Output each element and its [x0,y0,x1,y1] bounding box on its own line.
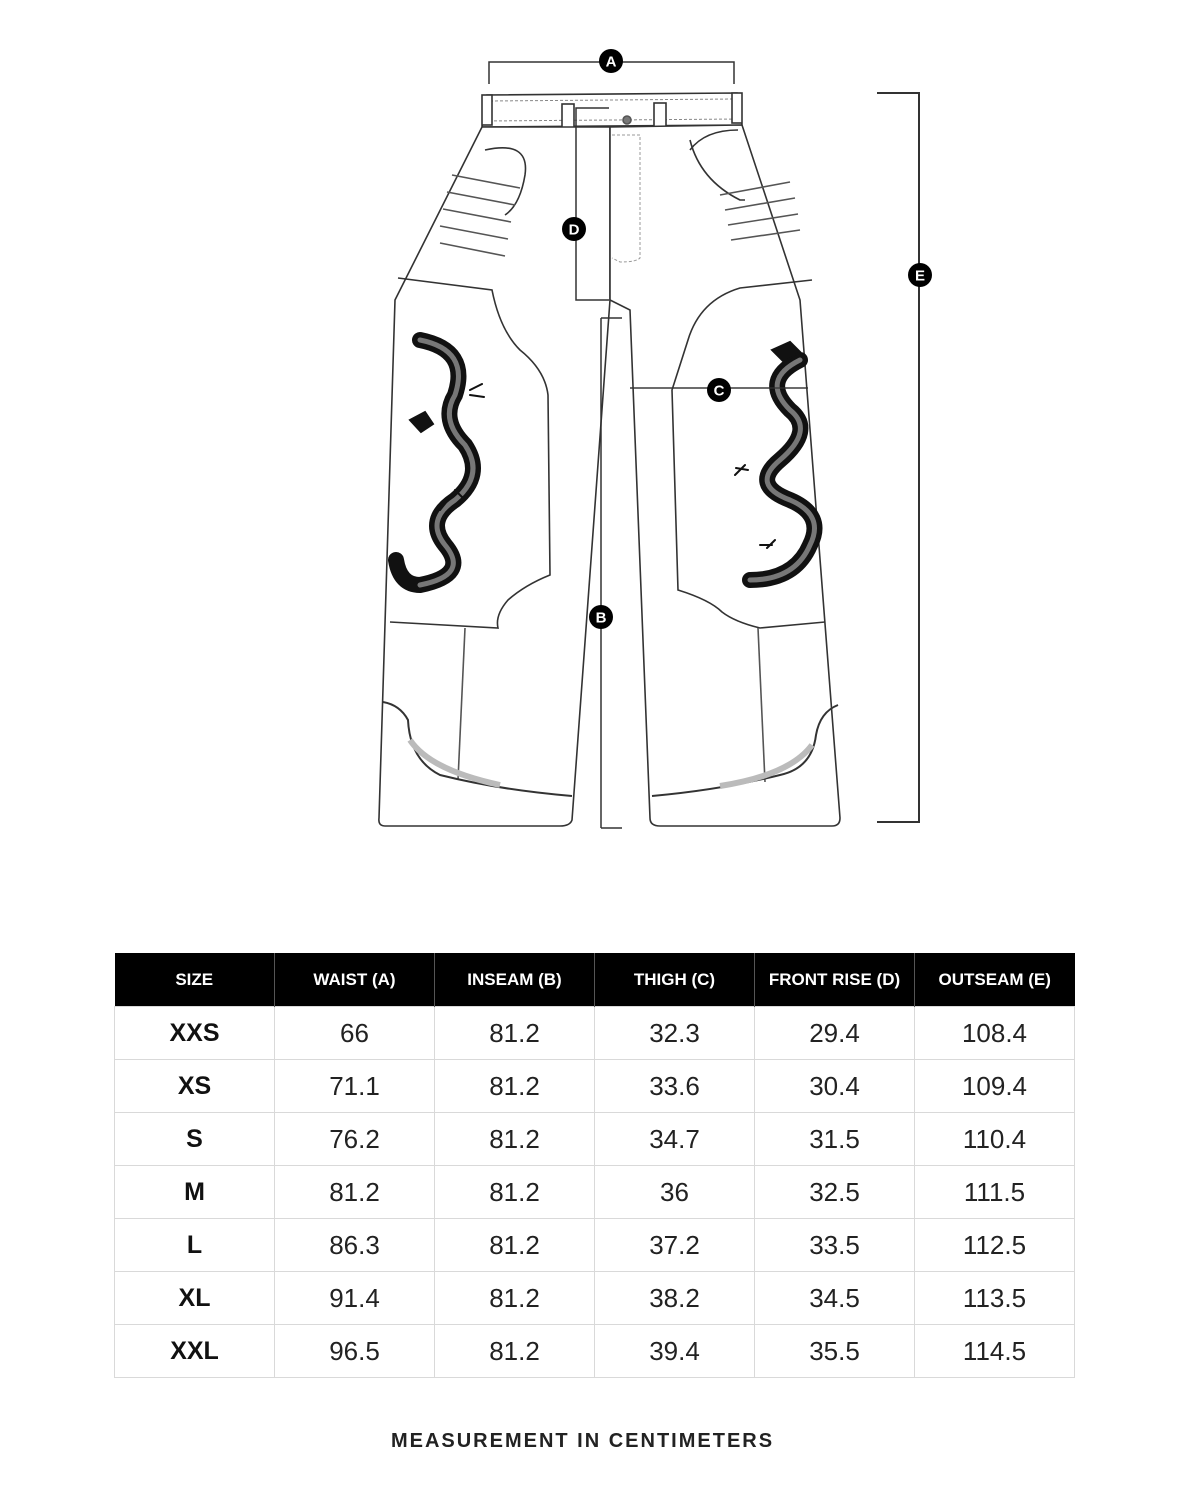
size-chart-table [114,953,1075,1378]
size-cell: XS [115,1060,275,1113]
table-row [115,1060,1075,1113]
marker-a [599,49,623,73]
measurement-cell: 33.6 [595,1060,755,1113]
measurement-cell: 109.4 [915,1060,1075,1113]
measurement-cell: 96.5 [275,1325,435,1378]
measurement-cell: 81.2 [275,1166,435,1219]
measurement-cell: 81.2 [435,1325,595,1378]
measurement-cell: 34.5 [755,1272,915,1325]
table-body [115,1007,1075,1378]
measurement-cell: 32.3 [595,1007,755,1060]
header-thigh: THIGH (C) [595,953,755,1007]
measurement-cell: 86.3 [275,1219,435,1272]
table-header-row [115,953,1075,1007]
marker-c [707,378,731,402]
measurement-cell: 81.2 [435,1060,595,1113]
table-row [115,1219,1075,1272]
measurement-cell: 71.1 [275,1060,435,1113]
marker-d [562,217,586,241]
marker-b [589,605,613,629]
size-cell: S [115,1113,275,1166]
measurement-cell: 111.5 [915,1166,1075,1219]
measurement-cell: 114.5 [915,1325,1075,1378]
marker-e [908,263,932,287]
table-row [115,1166,1075,1219]
measurement-cell: 76.2 [275,1113,435,1166]
marker-c-label: C [713,382,725,400]
size-cell: XL [115,1272,275,1325]
header-inseam: INSEAM (B) [435,953,595,1007]
table-row [115,1325,1075,1378]
measurement-cell: 34.7 [595,1113,755,1166]
marker-a-label: A [605,53,617,71]
measurement-cell: 32.5 [755,1166,915,1219]
measurement-cell: 37.2 [595,1219,755,1272]
measurement-cell: 91.4 [275,1272,435,1325]
header-outseam: OUTSEAM (E) [915,953,1075,1007]
measurement-cell: 108.4 [915,1007,1075,1060]
measurement-unit-note: MEASUREMENT IN CENTIMETERS [390,1430,775,1452]
measurement-cell: 81.2 [435,1166,595,1219]
measurement-cell: 31.5 [755,1113,915,1166]
measurement-cell: 39.4 [595,1325,755,1378]
measurement-cell: 38.2 [595,1272,755,1325]
header-size: SIZE [115,953,275,1007]
measurement-cell: 29.4 [755,1007,915,1060]
header-waist: WAIST (A) [275,953,435,1007]
marker-d-label: D [568,221,580,239]
measurement-cell: 36 [595,1166,755,1219]
marker-b-label: B [595,609,607,627]
measurement-cell: 30.4 [755,1060,915,1113]
table-row [115,1113,1075,1166]
size-cell: XXS [115,1007,275,1060]
measurement-cell: 110.4 [915,1113,1075,1166]
measurement-cell: 81.2 [435,1007,595,1060]
measurement-cell: 81.2 [435,1219,595,1272]
measurement-cell: 81.2 [435,1272,595,1325]
size-cell: M [115,1166,275,1219]
marker-e-label: E [914,267,926,285]
measurement-cell: 81.2 [435,1113,595,1166]
size-cell: L [115,1219,275,1272]
measurement-cell: 113.5 [915,1272,1075,1325]
size-cell: XXL [115,1325,275,1378]
measurement-cell: 66 [275,1007,435,1060]
measurement-cell: 35.5 [755,1325,915,1378]
table-row [115,1007,1075,1060]
measurement-cell: 112.5 [915,1219,1075,1272]
measurement-cell: 33.5 [755,1219,915,1272]
header-front-rise: FRONT RISE (D) [755,953,915,1007]
table-row [115,1272,1075,1325]
